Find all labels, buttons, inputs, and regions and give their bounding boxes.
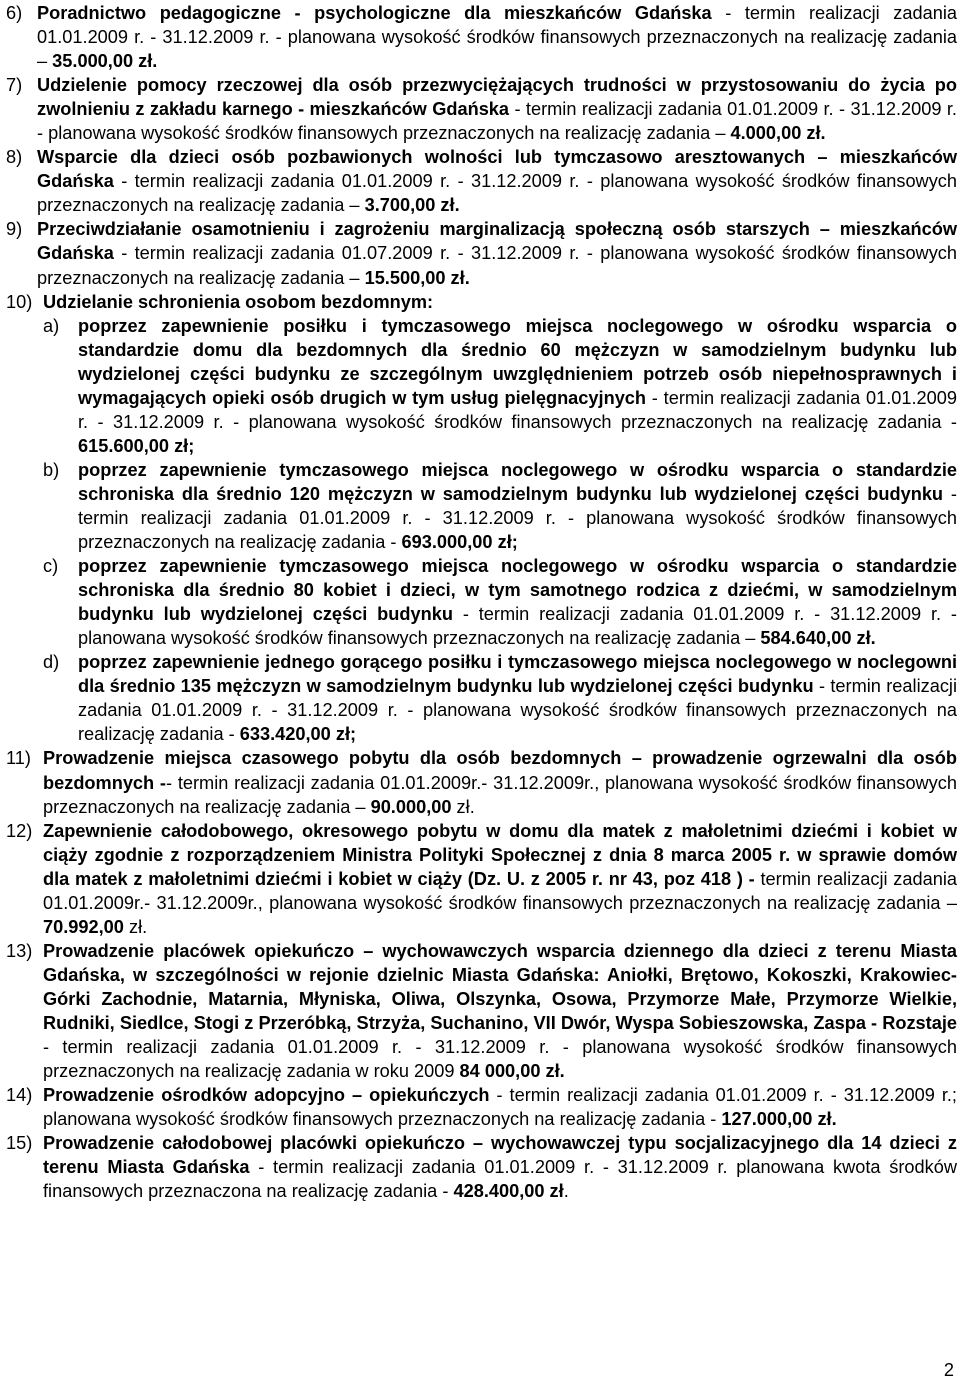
list-item — [6, 1, 957, 73]
bold-text: Poradnictwo pedagogiczne - psychologiczne dla mieszkańców Gdańska — [37, 3, 712, 23]
item-number: 15) — [6, 1133, 33, 1154]
list-item — [6, 73, 957, 145]
sub-item-label: a) — [43, 315, 60, 336]
list-item — [6, 939, 957, 1083]
bold-text: 127.000,00 zł. — [721, 1109, 837, 1130]
item-number: 9) — [6, 219, 23, 240]
bold-text: Przeciwdziałanie osamotnieniu i zagrożeniu marginalizacją społeczną osób starszych – mieszkańców Gdańska — [37, 219, 957, 264]
bold-text: 70.992,00 — [43, 916, 124, 937]
bold-text: Prowadzenie ośrodków adopcyjno – opiekuńczych — [43, 1085, 490, 1106]
bold-text: 35.000,00 zł. — [52, 51, 158, 72]
sub-item-label: c) — [43, 556, 59, 577]
item-text: . — [563, 1181, 569, 1202]
item-text: - termin realizacji zadania 01.01.2009r.- 31.12.2009r., planowana wysokość środków finansowych przeznaczonych na realizację zadania – — [43, 772, 957, 817]
item-text: zł. — [123, 916, 148, 937]
bold-text: poprzez zapewnienie posiłku i tymczasowego miejsca noclegowego w ośrodku wsparcia o standardzie domu dla bezdomnych dla średnio 60 mężczyzn w samodzielnym budynku lub wydzielonej części budynku ze szczególnym uwzględnieniem potrzeb osób niepełnosprawnych i wymagających opieki osób drugich w tym usług pielęgnacyjnych — [78, 315, 957, 408]
item-text: - termin realizacji zadania 01.01.2009 r. - 31.12.2009 r. - planowana wysokość środków finansowych przeznaczonych na realizację zadania - — [78, 387, 957, 432]
item-number: 7) — [6, 75, 23, 96]
bold-text: 84 000,00 zł. — [459, 1061, 565, 1082]
item-text: - termin realizacji zadania 01.07.2009 r. - 31.12.2009 r. - planowana wysokość środków finansowych przeznaczonych na realizację zadania – — [37, 243, 957, 288]
item-number: 8) — [6, 147, 23, 168]
item-text: - termin realizacji zadania 01.01.2009 r. - 31.12.2009 r. - planowana wysokość środków finansowych przeznaczonych na realizację zadania - — [78, 483, 957, 553]
item-text: - termin realizacji zadania 01.01.2009 r. - 31.12.2009 r. - planowana wysokość środków finansowych przeznaczonych na realizację zadania – — [78, 604, 957, 649]
page-number: 2 — [943, 1360, 954, 1380]
bold-text: Prowadzenie miejsca czasowego pobytu dla osób bezdomnych – prowadzenie ogrzewalni dla osób bezdomnych - — [43, 748, 957, 793]
bold-text: poprzez zapewnienie jednego gorącego posiłku i tymczasowego miejsca noclegowego w noclegowni dla średnio 135 mężczyzn w samodzielnym budynku lub wydzielonej części budynku — [78, 652, 957, 697]
bold-text: Zapewnienie całodobowego, okresowego pobytu w domu dla matek z małoletnimi dziećmi i kobiet w ciąży zgodnie z rozporządzeniem Ministra Polityki Społecznej z dnia 8 marca 2005 r. w sprawie domów dla matek z małoletnimi dziećmi i kobiet w ciąży (Dz. U. z 2005 r. nr 43, poz 418 ) - — [43, 820, 957, 889]
bold-text: 428.400,00 zł — [453, 1181, 564, 1202]
bold-text: Udzielenie pomocy rzeczowej dla osób przezwyciężających trudności w przystosowaniu do życia po zwolnieniu z zakładu karnego - mieszkańców Gdańska — [37, 75, 957, 120]
item-text: - termin realizacji zadania 01.01.2009 r. - 31.12.2009 r. planowana kwota środków finansowych przeznaczona na realizację zadania - — [43, 1157, 957, 1202]
bold-text: 15.500,00 zł. — [364, 267, 470, 288]
item-text: - termin realizacji zadania 01.01.2009 r. - 31.12.2009 r. - planowana wysokość środków finansowych przeznaczonych na realizację zadania w roku 2009 — [43, 1037, 957, 1082]
sub-item-label: d) — [43, 652, 60, 673]
bold-text: 693.000,00 zł; — [401, 532, 518, 553]
item-number: 12) — [6, 820, 33, 841]
item-number: 6) — [6, 3, 23, 23]
list-item — [6, 217, 957, 289]
document-body — [6, 1, 957, 1203]
item-text: - termin realizacji zadania 01.01.2009 r. - 31.12.2009 r. - planowana wysokość środków finansowych przeznaczonych na realizację zadania – — [37, 171, 957, 216]
list-item — [6, 1083, 957, 1131]
bold-text: poprzez zapewnienie tymczasowego miejsca noclegowego w ośrodku wsparcia o standardzie schroniska dla średnio 120 mężczyzn w samodzielnym budynku lub wydzielonej części budynku — [78, 459, 957, 504]
bold-text: 584.640,00 zł. — [760, 628, 876, 649]
bold-text: poprzez zapewnienie tymczasowego miejsca noclegowego w ośrodku wsparcia o standardzie schroniska dla średnio 80 kobiet i dzieci, w tym samotnego rodzica z dziećmi, w samodzielnym budynku lub wydzielonej części budynku — [78, 556, 957, 625]
item-text: - termin realizacji zadania 01.01.2009 r. - 31.12.2009 r. - planowana wysokość środków finansowych przeznaczonych na realizację zadania – — [37, 3, 957, 72]
bold-text: 4.000,00 zł. — [730, 123, 826, 144]
bold-text: Wsparcie dla dzieci osób pozbawionych wolności lub tymczasowo aresztowanych – mieszkańców Gdańska — [37, 147, 957, 192]
item-text: termin realizacji zadania 01.01.2009r.- 31.12.2009r., planowana wysokość środków finansowych przeznaczonych na realizację zadania – — [43, 868, 957, 913]
item-number: 13) — [6, 940, 33, 961]
item-text: zł. — [451, 796, 475, 817]
item-number: 10) — [6, 291, 33, 312]
item-number: 11) — [6, 748, 31, 769]
sub-item — [12, 314, 957, 458]
sub-item — [12, 650, 957, 746]
sub-item-label: b) — [43, 459, 60, 480]
list-item — [6, 819, 957, 939]
bold-text: Udzielanie schronienia osobom bezdomnym: — [43, 291, 434, 312]
item-text: - termin realizacji zadania 01.01.2009 r. - 31.12.2009 r. - planowana wysokość środków finansowych przeznaczonych na realizację zadania – — [37, 99, 957, 144]
list-item — [6, 1131, 957, 1203]
bold-text: 615.600,00 zł; — [78, 435, 195, 456]
bold-text: 633.420,00 zł; — [239, 724, 357, 745]
bold-text: 90.000,00 — [370, 796, 452, 817]
list-item — [6, 145, 957, 217]
bold-text: 3.700,00 zł. — [364, 195, 460, 216]
list-item — [6, 746, 957, 818]
sub-item — [12, 458, 957, 554]
list-item — [6, 290, 957, 747]
item-text: - termin realizacji zadania 01.01.2009 r. - 31.12.2009 r.; planowana wysokość środków finansowych przeznaczonych na realizację zadania - — [43, 1085, 957, 1130]
item-number: 14) — [6, 1085, 33, 1106]
bold-text: Prowadzenie całodobowej placówki opiekuńczo – wychowawczej typu socjalizacyjnego dla 14 dzieci z terenu Miasta Gdańska — [43, 1133, 957, 1178]
bold-text: Prowadzenie placówek opiekuńczo – wychowawczych wsparcia dziennego dla dzieci z terenu Miasta Gdańska, w szczególności w rejonie dzielnic Miasta Gdańska: Aniołki, Brętowo, Kokoszki, Krakowiec-Górki Zachodnie, Matarnia, Młyniska, Oliwa, Olszynka, Osowa, Przymorze Małe, Przymorze Wielkie, Rudniki, Siedlce, Stogi z Przeróbką, Strzyża, Suchanino, VII Dwór, Wyspa Sobieszowska, Zaspa - Rozstaje — [43, 940, 957, 1033]
sub-item — [12, 554, 957, 650]
item-text: - termin realizacji zadania 01.01.2009 r. - 31.12.2009 r. - planowana wysokość środków finansowych przeznaczonych na realizację zadania - — [78, 676, 957, 745]
